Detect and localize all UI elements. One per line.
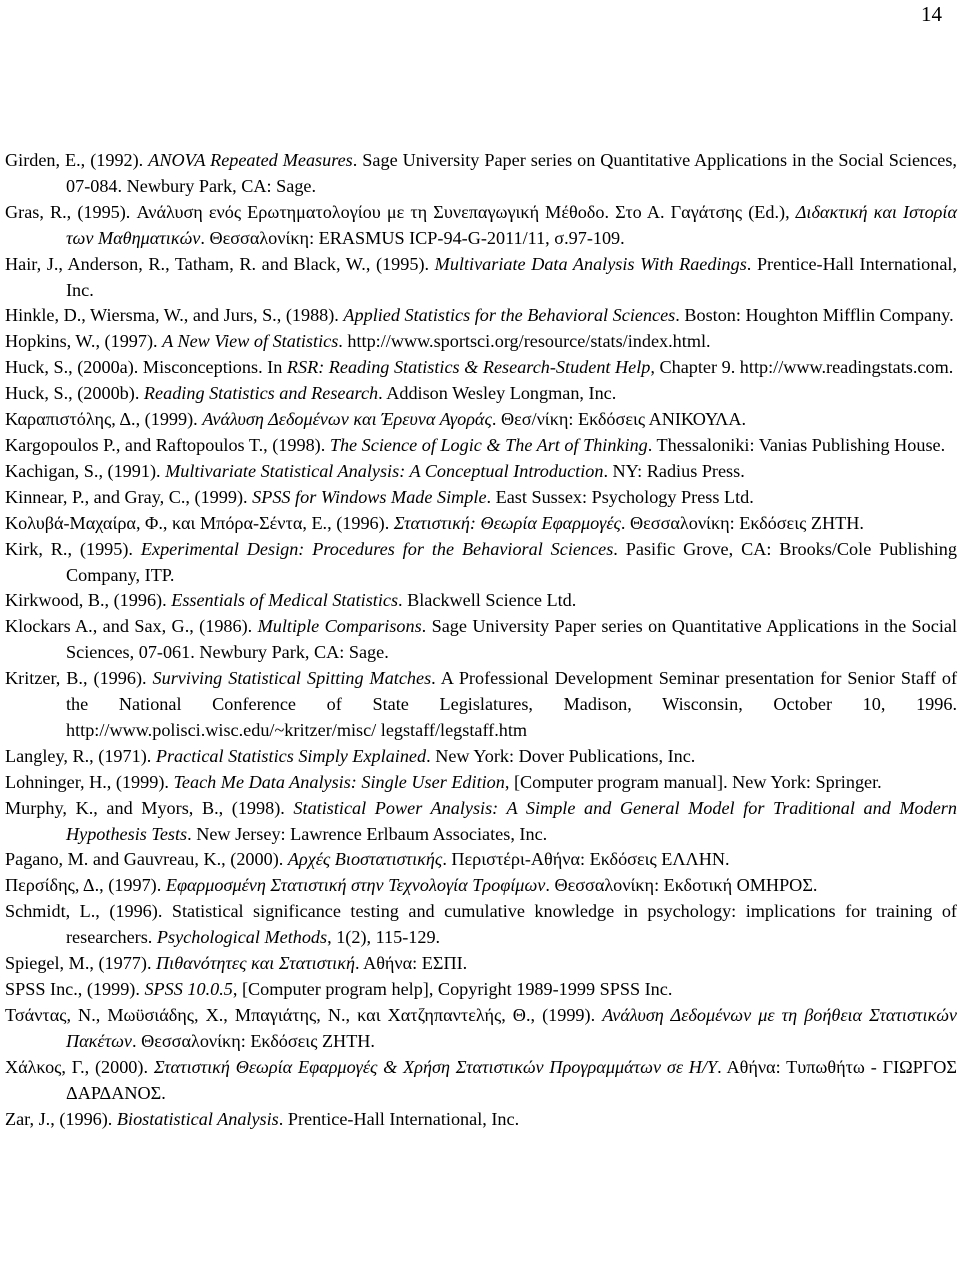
reference-text: Murphy, K., and Myors, B., (1998). xyxy=(5,797,294,818)
reference-entry xyxy=(5,433,957,459)
reference-title: Multiple Comparisons xyxy=(257,616,422,637)
reference-title: Στατιστική Θεωρία Εφαρμογές & Χρήση Στατιστικών Προγραμμάτων σε Η/Υ xyxy=(153,1056,718,1077)
reference-text: Τσάντας, Ν., Μωϋσιάδης, Χ., Μπαγιάτης, Ν., και Χατζηπαντελής, Θ., (1999). xyxy=(5,1004,603,1025)
reference-entry xyxy=(5,588,957,614)
reference-entry xyxy=(5,796,957,848)
reference-title: Αρχές Βιοστατιστικής xyxy=(287,849,443,870)
reference-text: . Θεσσαλονίκη: ERASMUS ICP-94-G-2011/11, σ.97-109. xyxy=(200,227,625,248)
reference-title: ANOVA Repeated Measures xyxy=(148,150,353,170)
reference-text: Kirk, R., (1995). xyxy=(5,538,141,559)
reference-title: A New View of Statistics xyxy=(162,331,339,352)
reference-text: Lohninger, H., (1999). xyxy=(5,771,174,792)
reference-entry xyxy=(5,485,957,511)
reference-entry xyxy=(5,1055,957,1107)
reference-text: . Boston: Houghton Mifflin Company. xyxy=(675,305,954,326)
reference-title: RSR: Reading Statistics & Research-Student Help, xyxy=(286,357,655,378)
reference-text: Κολυβά-Μαχαίρα, Φ., και Μπόρα-Σέντα, Ε., (1996). xyxy=(5,512,394,533)
reference-text: Zar, J., (1996). xyxy=(5,1108,117,1129)
reference-text: Kargopoulos P., and Raftopoulos T., (1998). xyxy=(5,434,330,455)
reference-entry xyxy=(5,770,957,796)
reference-entry xyxy=(5,148,957,200)
reference-title: Ανάλυση Δεδομένων και Έρευνα Αγοράς xyxy=(202,409,492,430)
reference-entry xyxy=(5,407,957,433)
reference-entry xyxy=(5,951,957,977)
reference-entry xyxy=(5,899,957,951)
reference-entry xyxy=(5,303,957,329)
reference-entry xyxy=(5,537,957,589)
reference-text: , 1(2), 115-129. xyxy=(327,927,441,948)
reference-text: . Θεσσαλονίκη: Εκδόσεις ΖΗΤΗ. xyxy=(620,512,864,533)
reference-title: Διδακτική και Ιστορία των Μαθηματικών xyxy=(66,201,958,248)
reference-entry xyxy=(5,666,957,744)
reference-text: Gras, R., (1995). Ανάλυση ενός Ερωτηματολογίου με τη Συνεπαγωγική Μέθοδο. Στο Α. Γαγάτσης (Ed.), xyxy=(5,201,796,222)
reference-title: Πιθανότητες και Στατιστική xyxy=(156,953,355,974)
reference-text: . Pasific Grove, CA: Brooks/Cole Publishing Company, ITP. xyxy=(66,538,957,585)
reference-text: Chapter 9. http://www.readingstats.com. xyxy=(654,357,954,378)
reference-entry xyxy=(5,1003,957,1055)
reference-text: Spiegel, M., (1977). xyxy=(5,953,157,974)
reference-text: . Blackwell Science Ltd. xyxy=(398,590,577,611)
reference-text: , [Computer program help], Copyright 1989-1999 SPSS Inc. xyxy=(232,979,673,999)
reference-title: Practical Statistics Simply Explained xyxy=(155,745,427,766)
reference-title: Multivariate Data Analysis With Raedings xyxy=(434,253,747,274)
reference-entry xyxy=(5,744,957,770)
reference-text: . Περιστέρι-Αθήνα: Εκδόσεις ΕΛΛΗΝ. xyxy=(442,849,730,870)
reference-text: Klockars A., and Sax, G., (1986). xyxy=(5,616,258,637)
reference-text: SPSS Inc., (1999). xyxy=(5,979,145,999)
reference-text: . Sage University Paper series on Quantitative Applications in the Social Sciences, 07-084. Newbury Park, CA: Sage. xyxy=(66,150,957,196)
reference-text: Kinnear, P., and Gray, C., (1999). xyxy=(5,486,253,507)
reference-title: Εφαρμοσμένη Στατιστική στην Τεχνολογία Τροφίμων xyxy=(165,875,546,896)
reference-title: Essentials of Medical Statistics xyxy=(171,590,399,611)
reference-text: . A Professional Development Seminar presentation for Senior Staff of the National Conference of State Legislatures, Madison, Wisconsin, October 10, 1996. http://www.polisci.wisc.edu/~kritzer/misc/ legstaff/legstaff.htm xyxy=(66,668,958,740)
reference-text: Huck, S., (2000a). Misconceptions. In xyxy=(5,357,287,378)
reference-title: Reading Statistics and Research xyxy=(143,383,379,404)
reference-text: Χάλκος, Γ., (2000). xyxy=(5,1056,154,1077)
reference-text: Hopkins, W., (1997). xyxy=(5,331,163,352)
reference-title: Στατιστική: Θεωρία Εφαρμογές xyxy=(393,512,621,533)
reference-text: . Θεσ/νίκη: Εκδόσεις ΑΝΙΚΟΥΛΑ. xyxy=(491,409,747,430)
reference-list xyxy=(5,148,957,1132)
reference-text: . New York: Dover Publications, Inc. xyxy=(426,745,696,766)
reference-text: Pagano, M. and Gauvreau, K., (2000). xyxy=(5,849,288,870)
reference-text: Καραπιστόλης, Δ., (1999). xyxy=(5,409,203,430)
reference-title: Applied Statistics for the Behavioral Sciences xyxy=(343,305,676,326)
reference-text: . NY: Radius Press. xyxy=(603,460,745,481)
reference-text: . Prentice-Hall International, Inc. xyxy=(278,1108,520,1129)
reference-text: . Αθήνα: ΕΣΠΙ. xyxy=(354,953,468,974)
reference-title: SPSS for Windows Made Simple xyxy=(252,486,487,507)
reference-entry xyxy=(5,873,957,899)
reference-title: Statistical Power Analysis: A Simple and General Model for Traditional and Modern Hypothesis Tests xyxy=(66,797,957,844)
reference-text: . Αθήνα: Τυπωθήτω - ΓΙΩΡΓΟΣ ΔΑΡΔΑΝΟΣ. xyxy=(66,1056,957,1103)
reference-text: Kirkwood, B., (1996). xyxy=(5,590,172,611)
reference-text: Περσίδης, Δ., (1997). xyxy=(5,875,166,896)
reference-entry xyxy=(5,1107,957,1133)
reference-entry xyxy=(5,200,957,252)
reference-title: The Science of Logic & The Art of Thinking xyxy=(329,434,648,455)
reference-title: Psychological Methods xyxy=(156,927,328,948)
reference-entry xyxy=(5,847,957,873)
reference-text: Hair, J., Anderson, R., Tatham, R. and Black, W., (1995). xyxy=(5,253,435,274)
reference-text: Hinkle, D., Wiersma, W., and Jurs, S., (1988). xyxy=(5,305,344,326)
reference-text: . Addison Wesley Longman, Inc. xyxy=(378,383,617,404)
reference-text: . Θεσσαλονίκη: Εκδόσεις ΖΗΤΗ. xyxy=(132,1030,375,1051)
reference-entry xyxy=(5,252,957,304)
reference-entry xyxy=(5,329,957,355)
reference-text: Schmidt, L., (1996). Statistical significance testing and cumulative knowledge in psychology: implications for training of researchers. xyxy=(5,901,957,948)
page-number: 14 xyxy=(921,2,942,26)
reference-text: . http://www.sportsci.org/resource/stats/index.html. xyxy=(338,331,711,352)
reference-entry xyxy=(5,459,957,485)
reference-title: Experimental Design: Procedures for the Behavioral Sciences xyxy=(140,538,614,559)
reference-text: Girden, E., (1992). xyxy=(5,150,149,170)
reference-title: SPSS 10.0.5 xyxy=(144,979,233,999)
reference-text: . Sage University Paper series on Quantitative Applications in the Social Sciences, 07-061. Newbury Park, CA: Sage. xyxy=(66,616,957,663)
reference-text: Langley, R., (1971). xyxy=(5,745,156,766)
reference-entry xyxy=(5,355,957,381)
reference-text: Kachigan, S., (1991). xyxy=(5,460,166,481)
reference-title: Biostatistical Analysis xyxy=(116,1108,279,1129)
reference-text: . Thessaloniki: Vanias Publishing House. xyxy=(647,434,946,455)
reference-entry xyxy=(5,511,957,537)
reference-title: Multivariate Statistical Analysis: A Conceptual Introduction xyxy=(165,460,604,481)
reference-text: . New Jersey: Lawrence Erlbaum Associates, Inc. xyxy=(187,823,548,844)
reference-title: Teach Me Data Analysis: Single User Edition xyxy=(173,771,505,792)
reference-text: . Θεσσαλονίκη: Εκδοτική ΟΜΗΡΟΣ. xyxy=(545,875,818,896)
reference-entry xyxy=(5,614,957,666)
reference-title: Ανάλυση Δεδομένων με τη βοήθεια Στατιστικών Πακέτων xyxy=(66,1004,957,1051)
reference-text: Huck, S., (2000b). xyxy=(5,383,144,404)
reference-text: , [Computer program manual]. New York: Springer. xyxy=(504,771,882,792)
reference-text: . Prentice-Hall International, Inc. xyxy=(66,253,957,300)
reference-text: Kritzer, B., (1996). xyxy=(5,668,153,689)
reference-entry xyxy=(5,977,957,1003)
reference-entry xyxy=(5,381,957,407)
reference-text: . East Sussex: Psychology Press Ltd. xyxy=(486,486,754,507)
reference-title: Surviving Statistical Spitting Matches xyxy=(152,668,432,689)
